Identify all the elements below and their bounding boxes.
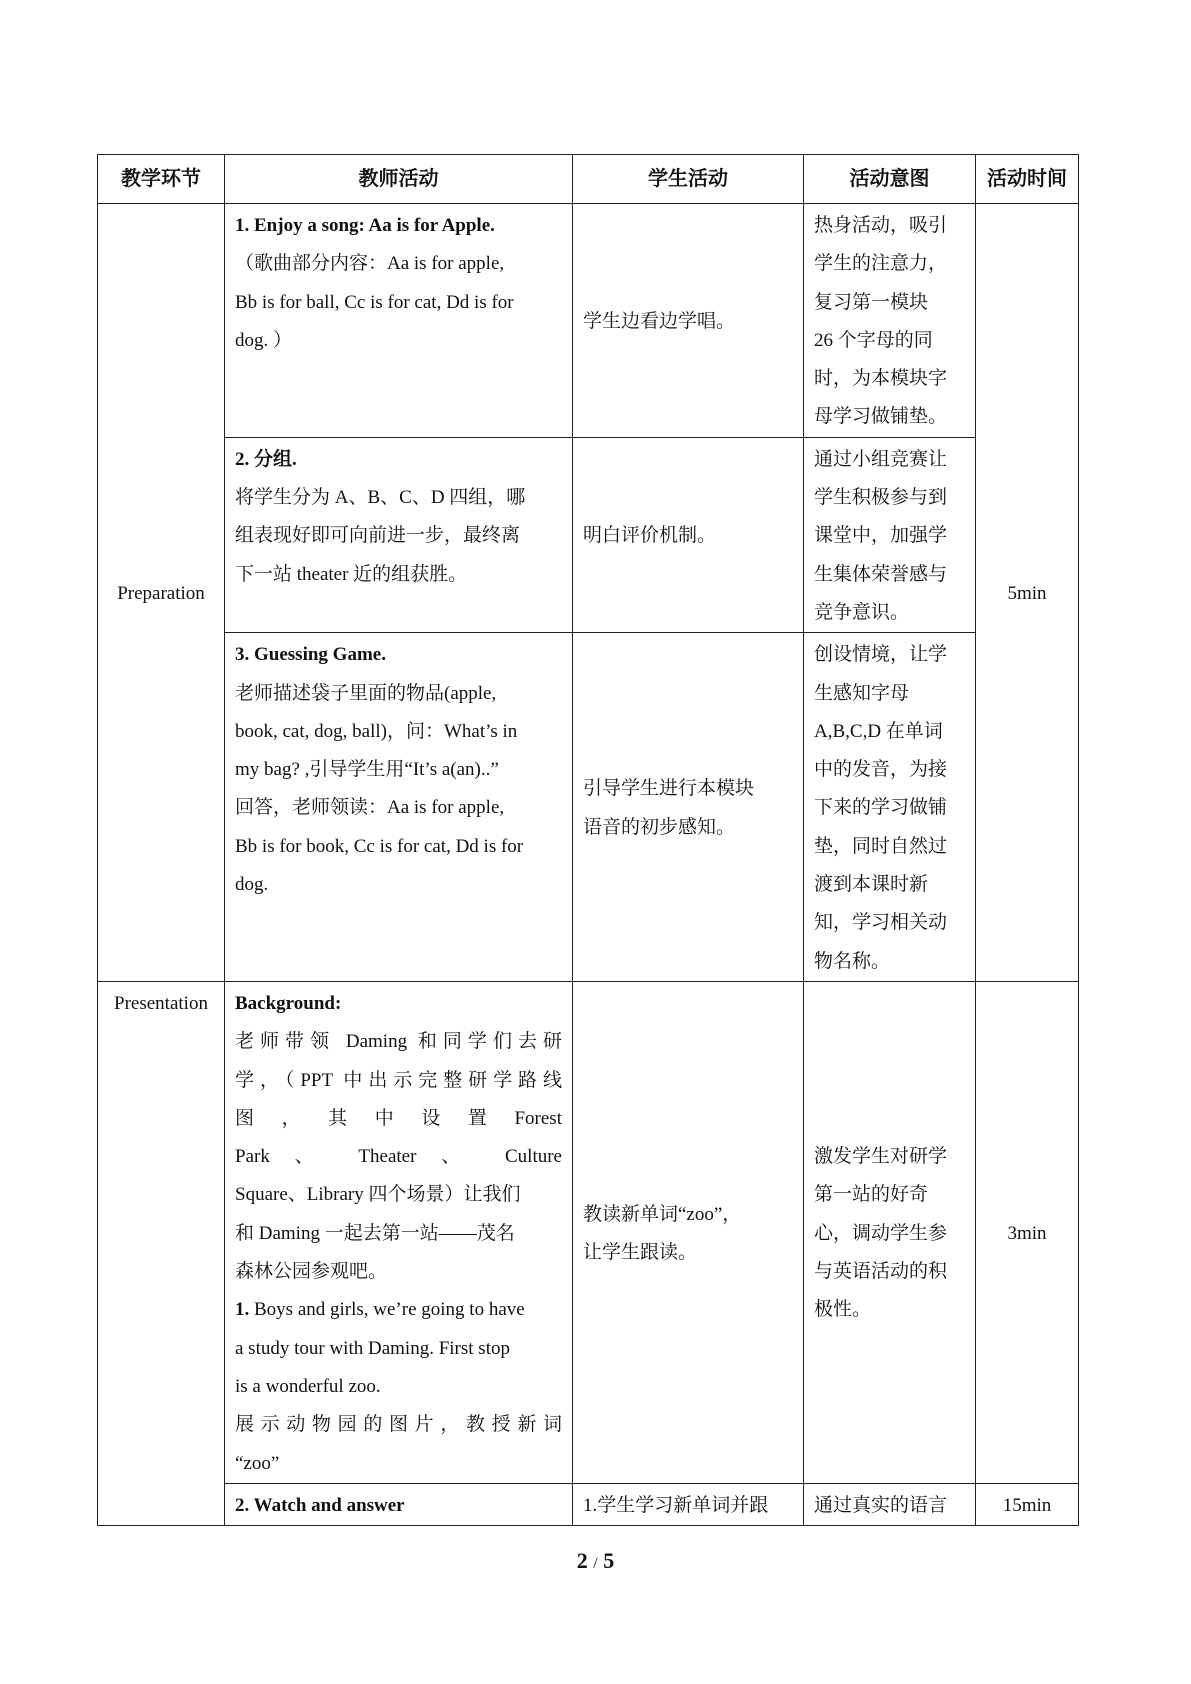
- intent-line: 创设情境，让学: [814, 644, 948, 666]
- intent-line: 母学习做铺垫。: [814, 406, 948, 428]
- page-separator: /: [593, 1555, 598, 1572]
- teacher-activity-cell: [225, 981, 573, 1483]
- teacher-line: dog. ）: [235, 329, 293, 351]
- intent-line: 下来的学习做铺: [814, 797, 948, 819]
- teacher-line: “zoo”: [235, 1452, 280, 1474]
- teacher-line: a study tour with Daming. First stop: [235, 1337, 510, 1359]
- header-stage: 教学环节: [98, 155, 225, 204]
- intent-line: 激发学生对研学: [814, 1146, 948, 1168]
- activity-intent-cell: [804, 981, 976, 1483]
- header-row: [98, 155, 1079, 204]
- teacher-step: [235, 1291, 562, 1329]
- stage-preparation: Preparation: [98, 204, 225, 982]
- header-teacher-activity: 教师活动: [225, 155, 573, 204]
- intent-line: 学生积极参与到: [814, 487, 948, 509]
- teacher-line: 组表现好即可向前进一步，最终离: [235, 525, 521, 547]
- activity-intent-cell: [804, 204, 976, 438]
- intent-line: A,B,C,D 在单词: [814, 720, 943, 742]
- student-activity-cell: 学生边看边学唱。: [573, 204, 804, 438]
- time-cell: 15min: [976, 1483, 1079, 1525]
- teacher-line: my bag? ,引导学生用“It’s a(an)..”: [235, 759, 499, 781]
- teacher-line: 老师带领 Daming 和同学们去研: [235, 1031, 562, 1053]
- activity-intent-cell: [804, 633, 976, 982]
- teacher-line: 学，（PPT 中出示完整研学路线: [235, 1069, 562, 1091]
- intent-line: 复习第一模块: [814, 291, 929, 313]
- intent-line: 物名称。: [814, 950, 891, 972]
- teacher-line: （歌曲部分内容：Aa is for apple,: [235, 253, 505, 275]
- table-row: [98, 981, 1079, 1483]
- total-pages: 5: [603, 1548, 615, 1573]
- intent-line: 垫，同时自然过: [814, 835, 948, 857]
- teacher-line: dog.: [235, 874, 269, 896]
- teacher-activity-title: 2. Watch and answer: [225, 1483, 573, 1525]
- table-row: [98, 1483, 1079, 1525]
- teacher-step-text: Boys and girls, we’re going to have: [249, 1299, 525, 1321]
- student-line: 引导学生进行本模块: [583, 778, 755, 800]
- intent-line: 生感知字母: [814, 682, 910, 704]
- student-line: 让学生跟读。: [583, 1241, 698, 1263]
- teacher-activity-title: 2. 分组.: [235, 448, 297, 470]
- current-page: 2: [576, 1548, 588, 1573]
- student-activity-cell: [573, 981, 804, 1483]
- teacher-line: 回答，老师领读：Aa is for apple,: [235, 797, 505, 819]
- intent-line: 学生的注意力，: [814, 253, 948, 275]
- student-line: 教读新单词“zoo”，: [583, 1203, 742, 1225]
- intent-line: 通过小组竞赛让: [814, 448, 948, 470]
- intent-line: 与英语活动的积: [814, 1261, 948, 1283]
- teacher-activity-cell: [225, 204, 573, 438]
- teacher-line: is a wonderful zoo.: [235, 1375, 381, 1397]
- teacher-activity-cell: [225, 437, 573, 632]
- stage-presentation: Presentation: [98, 981, 225, 1525]
- activity-intent-cell: 通过真实的语言: [804, 1483, 976, 1525]
- intent-line: 渡到本课时新: [814, 874, 929, 896]
- teacher-line: Bb is for book, Cc is for cat, Dd is for: [235, 835, 524, 857]
- intent-line: 课堂中，加强学: [814, 525, 948, 547]
- student-activity-cell: 1.学生学习新单词并跟: [573, 1483, 804, 1525]
- header-activity-time: 活动时间: [976, 155, 1079, 204]
- teacher-step-number: 1.: [235, 1299, 250, 1321]
- teacher-line: 将学生分为 A、B、C、D 四组，哪: [235, 487, 526, 509]
- time-presentation: 3min: [976, 981, 1079, 1483]
- intent-line: 中的发音，为接: [814, 759, 948, 781]
- table-row: [98, 633, 1079, 982]
- student-activity-cell: [573, 633, 804, 982]
- intent-line: 竞争意识。: [814, 601, 910, 623]
- teacher-line: 老师描述袋子里面的物品(apple,: [235, 682, 497, 704]
- intent-line: 26 个字母的同: [814, 329, 933, 351]
- teacher-line: Bb is for ball, Cc is for cat, Dd is for: [235, 291, 514, 313]
- teacher-line: Park 、 Theater 、 Culture: [235, 1146, 562, 1168]
- teacher-line: book, cat, dog, ball)，问：What’s in: [235, 720, 518, 742]
- intent-line: 时，为本模块字: [814, 368, 948, 390]
- teacher-line: 图 ， 其 中 设 置 Forest: [235, 1107, 562, 1129]
- time-preparation: 5min: [976, 204, 1079, 982]
- activity-intent-cell: [804, 437, 976, 632]
- teacher-line: 展示动物园的图片，教授新词: [235, 1414, 562, 1436]
- intent-line: 第一站的好奇: [814, 1184, 929, 1206]
- table-row: [98, 204, 1079, 438]
- intent-line: 知，学习相关动: [814, 912, 948, 934]
- intent-line: 生集体荣誉感与: [814, 563, 948, 585]
- intent-line: 热身活动，吸引: [814, 215, 948, 236]
- teacher-line: 森林公园参观吧。: [235, 1261, 388, 1283]
- teacher-line: Square、Library 四个场景）让我们: [235, 1184, 521, 1206]
- header-activity-intent: 活动意图: [804, 155, 976, 204]
- teacher-activity-title: 3. Guessing Game.: [235, 644, 386, 666]
- student-activity-cell: 明白评价机制。: [573, 437, 804, 632]
- student-line: 语音的初步感知。: [583, 816, 736, 838]
- teacher-activity-title: 1. Enjoy a song: Aa is for Apple.: [235, 215, 495, 236]
- header-student-activity: 学生活动: [573, 155, 804, 204]
- intent-line: 心，调动学生参: [814, 1222, 948, 1244]
- teacher-line: 和 Daming 一起去第一站——茂名: [235, 1222, 515, 1244]
- lesson-plan-table: [97, 154, 1079, 1526]
- page-number: [0, 1548, 1191, 1574]
- teacher-activity-title: Background:: [235, 992, 342, 1014]
- teacher-activity-cell: [225, 633, 573, 982]
- teacher-line: 下一站 theater 近的组获胜。: [235, 563, 468, 585]
- intent-line: 极性。: [814, 1299, 872, 1321]
- table-row: [98, 437, 1079, 632]
